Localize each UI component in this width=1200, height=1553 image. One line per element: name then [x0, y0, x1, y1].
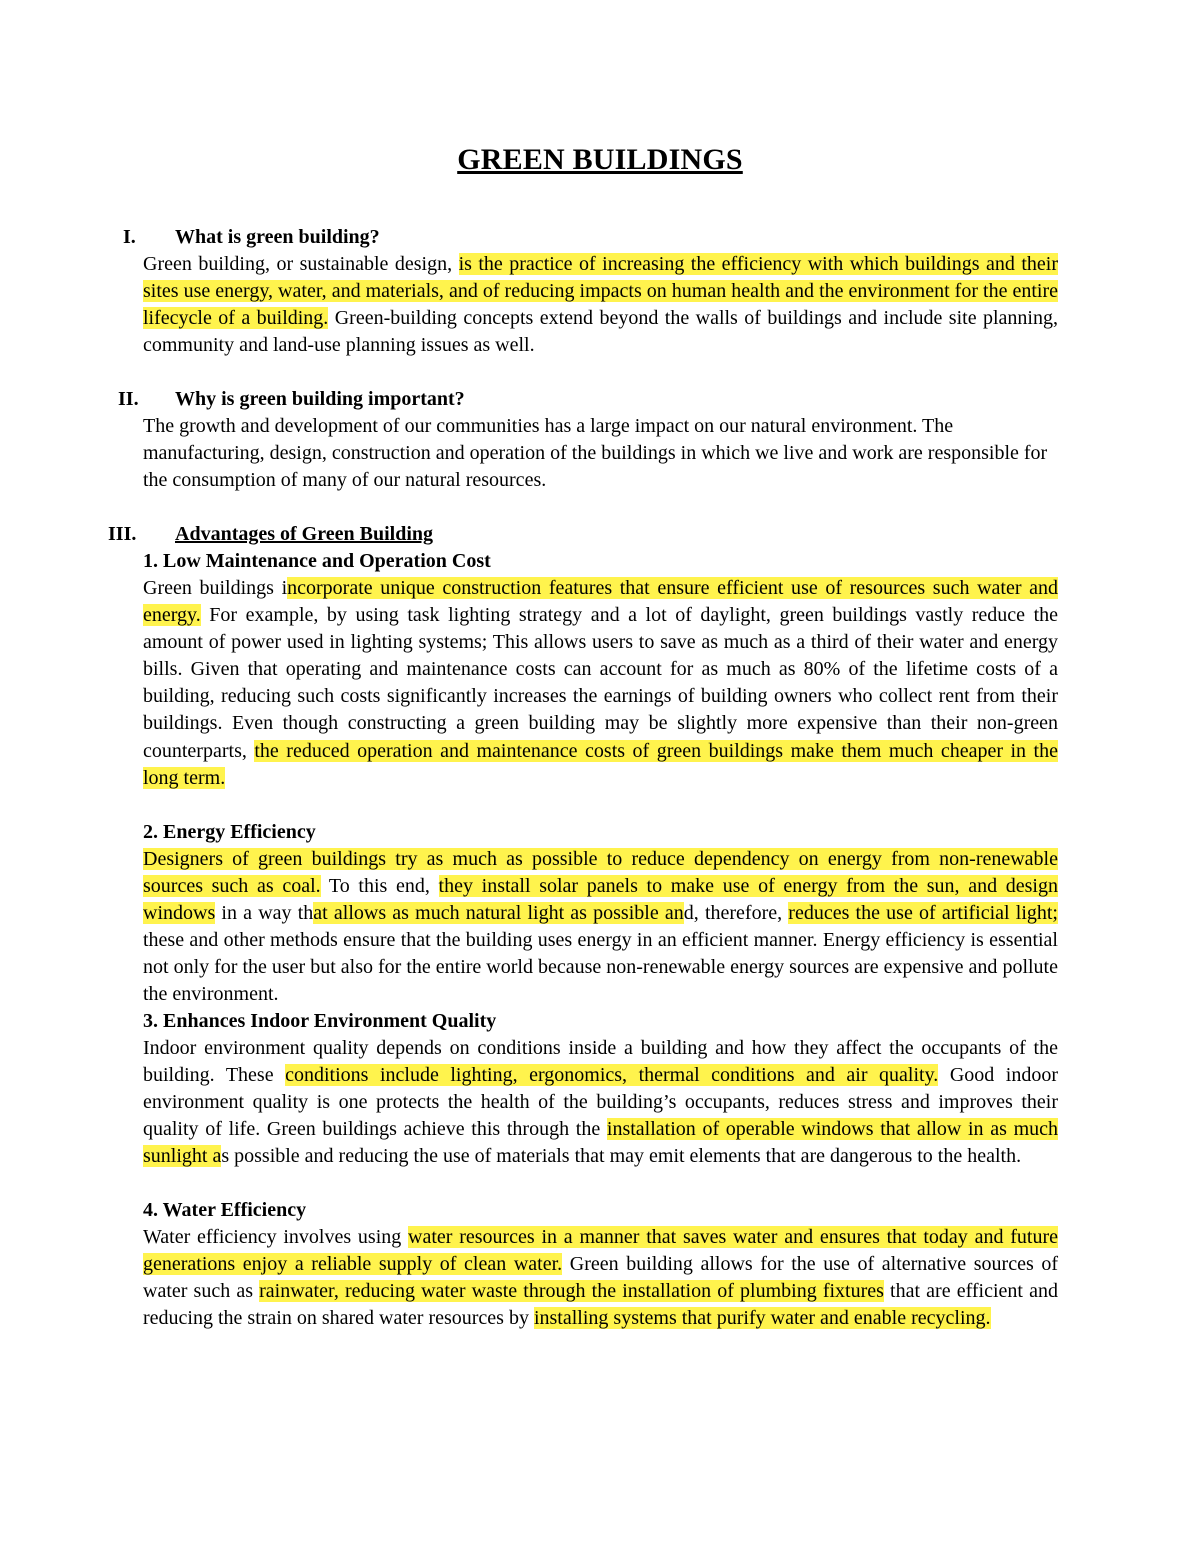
text-run: these and other methods ensure that the building uses energy in an efficient manner. Energy efficiency is essential not only for the user but also for the entire world because non-renewable energy sources are expensive and pollute the environment.	[143, 929, 1058, 1006]
section-heading-text: Advantages of Green Building	[175, 523, 433, 545]
subsection-heading-energy-efficiency: 2. Energy Efficiency	[143, 821, 316, 843]
section-2-paragraph	[143, 413, 1058, 494]
highlighted-text: rainwater, reducing water waste through the installation of plumbing fixtures	[259, 1280, 884, 1303]
section-number: II.	[118, 388, 139, 410]
subsection-4-paragraph	[143, 1224, 1058, 1332]
section-heading-text: What is green building?	[175, 226, 380, 248]
highlighted-text: installation of operable windows that allow in as much sunlight a	[143, 1118, 1059, 1168]
subsection-1-paragraph	[143, 575, 1058, 792]
highlighted-text: Designers of green buildings try as much as possible to reduce dependency on energy from non-renewable sources such as coal.	[143, 848, 1058, 898]
highlighted-text: reduces the use of artificial light;	[788, 902, 1058, 925]
highlighted-text: installing systems that purify water and enable recycling.	[533, 1307, 991, 1330]
text-run: Good indoor environment quality is one protects the health of the building’s occupants, reduces stress and improves their quality of life. Green buildings achieve this through the	[143, 1064, 1058, 1141]
text-run: Green building, or sustainable design,	[143, 253, 459, 275]
text-run: s possible and reducing the use of materials that may emit elements that are dangerous to the health.	[221, 1145, 1022, 1168]
text-run: To this end,	[320, 875, 439, 898]
text-run: For example, by using task lighting strategy and a lot of daylight, green buildings vastly reduce the amount of power used in lighting systems; This allows users to save as much as a third of their water and energy bills. Given that operating and maintenance costs can account for as much as 80% of the lifetime costs of a building, reducing such costs significantly increases the earnings of building owners who collect rent from their buildings. Even though constructing a green building may be slightly more expensive than their non-green counterparts,	[143, 604, 1058, 762]
document-title: GREEN BUILDINGS	[457, 143, 743, 176]
section-heading-1	[123, 224, 380, 251]
text-run: Green-building concepts extend beyond the walls of buildings and include site planning, community and land-use planning issues as well.	[143, 307, 1058, 357]
highlighted-text: at allows as much natural light as possible an	[313, 902, 684, 925]
subsection-heading-low-maintenance: 1. Low Maintenance and Operation Cost	[143, 550, 491, 572]
section-heading-2	[118, 386, 465, 413]
subsection-2-paragraph	[143, 846, 1058, 1009]
section-number: III.	[108, 523, 137, 545]
section-heading-3	[108, 521, 433, 548]
highlighted-text: water resources in a manner that saves water and ensures that today and future generations enjoy a reliable supply of clean water.	[143, 1226, 1058, 1276]
highlighted-text: is the practice of increasing the efficiency with which buildings and their sites use energy, water, and materials, and of reducing impacts on human health and the environment for the entire lifecycle of a building.	[143, 253, 1058, 330]
text-run: Water efficiency involves using	[143, 1226, 409, 1248]
highlighted-text: they install solar panels to make use of energy from the sun, and design windows	[143, 875, 1058, 925]
highlighted-text: ncorporate unique construction features that ensure efficient use of resources such water and energy.	[143, 577, 1058, 627]
section-heading-text: Why is green building important?	[175, 388, 465, 410]
section-1-paragraph	[143, 251, 1058, 359]
subsection-heading-water-efficiency: 4. Water Efficiency	[143, 1199, 307, 1221]
highlighted-text: the reduced operation and maintenance costs of green buildings make them much cheaper in the long term.	[143, 739, 1058, 789]
text-run: d, therefore,	[683, 902, 789, 925]
text-run: Green buildings i	[143, 577, 288, 599]
text-run: Green building allows for the use of alternative sources of water such as	[143, 1253, 1058, 1303]
subsection-heading-indoor-environment: 3. Enhances Indoor Environment Quality	[143, 1010, 497, 1032]
text-run: that are efficient and reducing the strain on shared water resources by	[143, 1280, 1058, 1330]
text-run: Indoor environment quality depends on conditions inside a building and how they affect the occupants of the building. These	[143, 1037, 1058, 1087]
section-number: I.	[123, 226, 136, 248]
text-run: The growth and development of our communities has a large impact on our natural environment. The manufacturing, design, construction and operation of the buildings in which we live and work are responsible for the consumption of many of our natural resources.	[143, 415, 1048, 492]
subsection-3-paragraph	[143, 1035, 1058, 1170]
text-run: in a way th	[215, 902, 314, 925]
highlighted-text: conditions include lighting, ergonomics, thermal conditions and air quality.	[285, 1064, 939, 1087]
